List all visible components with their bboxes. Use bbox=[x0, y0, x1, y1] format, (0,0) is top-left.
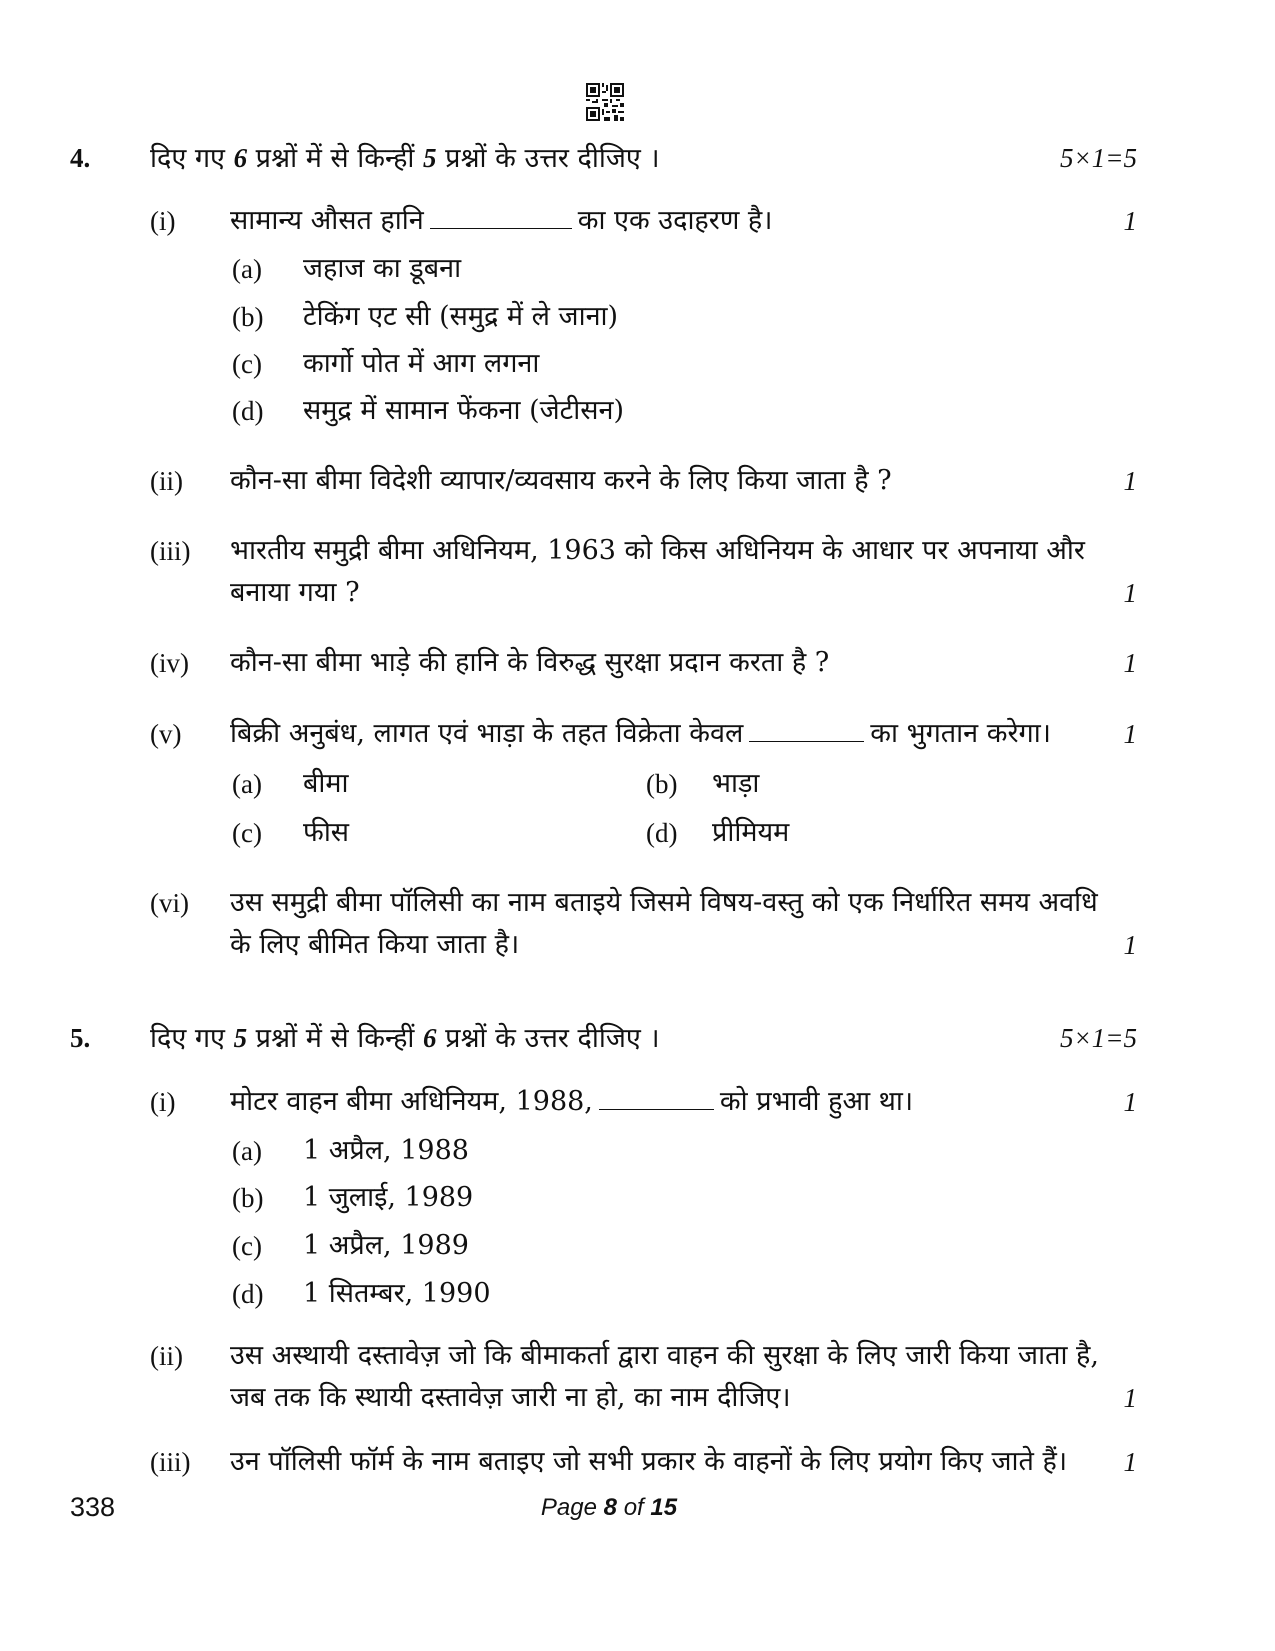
option-label: (b) bbox=[646, 769, 678, 799]
option-label: (c) bbox=[232, 1231, 262, 1261]
sub-question-text: सामान्य औसत हानि का एक उदाहरण है। bbox=[230, 205, 773, 236]
option-label: (b) bbox=[232, 1183, 264, 1213]
option-text: बीमा bbox=[303, 768, 349, 799]
option-text: टेकिंग एट सी (समुद्र में ले जाना) bbox=[303, 301, 619, 332]
fill-blank bbox=[599, 1089, 714, 1110]
sub-question-text-line1: उस अस्थायी दस्तावेज़ जो कि बीमाकर्ता द्वारा वाहन की सुरक्षा के लिए जारी किया जाता है, bbox=[230, 1340, 1099, 1371]
sub-question-text: कौन-सा बीमा भाड़े की हानि के विरुद्ध सुरक्षा प्रदान करता है ? bbox=[230, 647, 830, 678]
option-text: प्रीमियम bbox=[712, 817, 790, 848]
option-text: 1 सितम्बर, 1990 bbox=[303, 1278, 491, 1309]
sub-question-mark: 1 bbox=[1123, 1383, 1137, 1413]
qr-code bbox=[586, 83, 624, 121]
option-label: (a) bbox=[232, 254, 262, 284]
sub-question-number: (iii) bbox=[150, 1447, 191, 1477]
sub-question-text: कौन-सा बीमा विदेशी व्यापार/व्यवसाय करने के लिए किया जाता है ? bbox=[230, 465, 892, 496]
sub-question-mark: 1 bbox=[1123, 719, 1137, 749]
option-text: जहाज का डूबना bbox=[303, 253, 462, 284]
sub-question-mark: 1 bbox=[1123, 206, 1137, 236]
option-text: 1 अप्रैल, 1989 bbox=[303, 1230, 469, 1261]
sub-question-text: उन पॉलिसी फॉर्म के नाम बताइए जो सभी प्रकार के वाहनों के लिए प्रयोग किए जाते हैं। bbox=[230, 1446, 1068, 1477]
option-label: (b) bbox=[232, 302, 264, 332]
question-marks: 5×1=5 bbox=[1060, 1023, 1137, 1053]
sub-question-number: (vi) bbox=[150, 888, 189, 918]
question-marks: 5×1=5 bbox=[1060, 143, 1137, 173]
sub-question-number: (i) bbox=[150, 206, 176, 236]
sub-question-mark: 1 bbox=[1123, 648, 1137, 678]
option-text: समुद्र में सामान फेंकना (जेटीसन) bbox=[303, 395, 625, 426]
sub-question-text-line2: जब तक कि स्थायी दस्तावेज़ जारी ना हो, का नाम दीजिए। bbox=[230, 1382, 791, 1413]
fill-blank bbox=[749, 721, 864, 742]
option-text: भाड़ा bbox=[712, 768, 760, 799]
option-text: 1 अप्रैल, 1988 bbox=[303, 1135, 469, 1166]
option-label: (d) bbox=[646, 818, 678, 848]
question-number: 5. bbox=[70, 1023, 91, 1053]
paper-code: 338 bbox=[70, 1492, 116, 1522]
option-text: 1 जुलाई, 1989 bbox=[303, 1182, 474, 1213]
sub-question-mark: 1 bbox=[1123, 466, 1137, 496]
sub-question-number: (ii) bbox=[150, 1341, 183, 1371]
sub-question-mark: 1 bbox=[1123, 930, 1137, 960]
sub-question-mark: 1 bbox=[1123, 578, 1137, 608]
sub-question-text-line1: भारतीय समुद्री बीमा अधिनियम, 1963 को किस अधिनियम के आधार पर अपनाया और bbox=[230, 535, 1085, 566]
sub-question-number: (i) bbox=[150, 1087, 176, 1117]
sub-question-number: (iii) bbox=[150, 536, 191, 566]
page-indicator: Page 8 of 15 bbox=[540, 1494, 678, 1521]
question-instruction: दिए गए 5 प्रश्नों में से किन्हीं 6 प्रश्नों के उत्तर दीजिए । bbox=[150, 1023, 660, 1054]
sub-question-mark: 1 bbox=[1123, 1447, 1137, 1477]
sub-question-text-line2: के लिए बीमित किया जाता है। bbox=[230, 929, 520, 960]
option-label: (d) bbox=[232, 1279, 264, 1309]
option-label: (a) bbox=[232, 1136, 262, 1166]
option-label: (a) bbox=[232, 769, 262, 799]
sub-question-mark: 1 bbox=[1123, 1087, 1137, 1117]
sub-question-text-line2: बनाया गया ? bbox=[230, 577, 360, 608]
sub-question-number: (iv) bbox=[150, 648, 189, 678]
question-number: 4. bbox=[70, 143, 91, 173]
sub-question-text: मोटर वाहन बीमा अधिनियम, 1988, को प्रभावी हुआ था। bbox=[230, 1086, 914, 1117]
sub-question-text-line1: उस समुद्री बीमा पॉलिसी का नाम बताइये जिसमे विषय-वस्तु को एक निर्धारित समय अवधि bbox=[230, 887, 1098, 918]
option-label: (c) bbox=[232, 818, 262, 848]
option-label: (c) bbox=[232, 349, 262, 379]
sub-question-number: (v) bbox=[150, 719, 182, 749]
fill-blank bbox=[430, 208, 572, 229]
question-instruction: दिए गए 6 प्रश्नों में से किन्हीं 5 प्रश्नों के उत्तर दीजिए । bbox=[150, 143, 660, 174]
sub-question-text: बिक्री अनुबंध, लागत एवं भाड़ा के तहत विक्रेता केवल का भुगतान करेगा। bbox=[230, 718, 1051, 749]
option-text: फीस bbox=[303, 817, 350, 848]
option-label: (d) bbox=[232, 396, 264, 426]
sub-question-number: (ii) bbox=[150, 466, 183, 496]
option-text: कार्गो पोत में आग लगना bbox=[303, 348, 540, 379]
